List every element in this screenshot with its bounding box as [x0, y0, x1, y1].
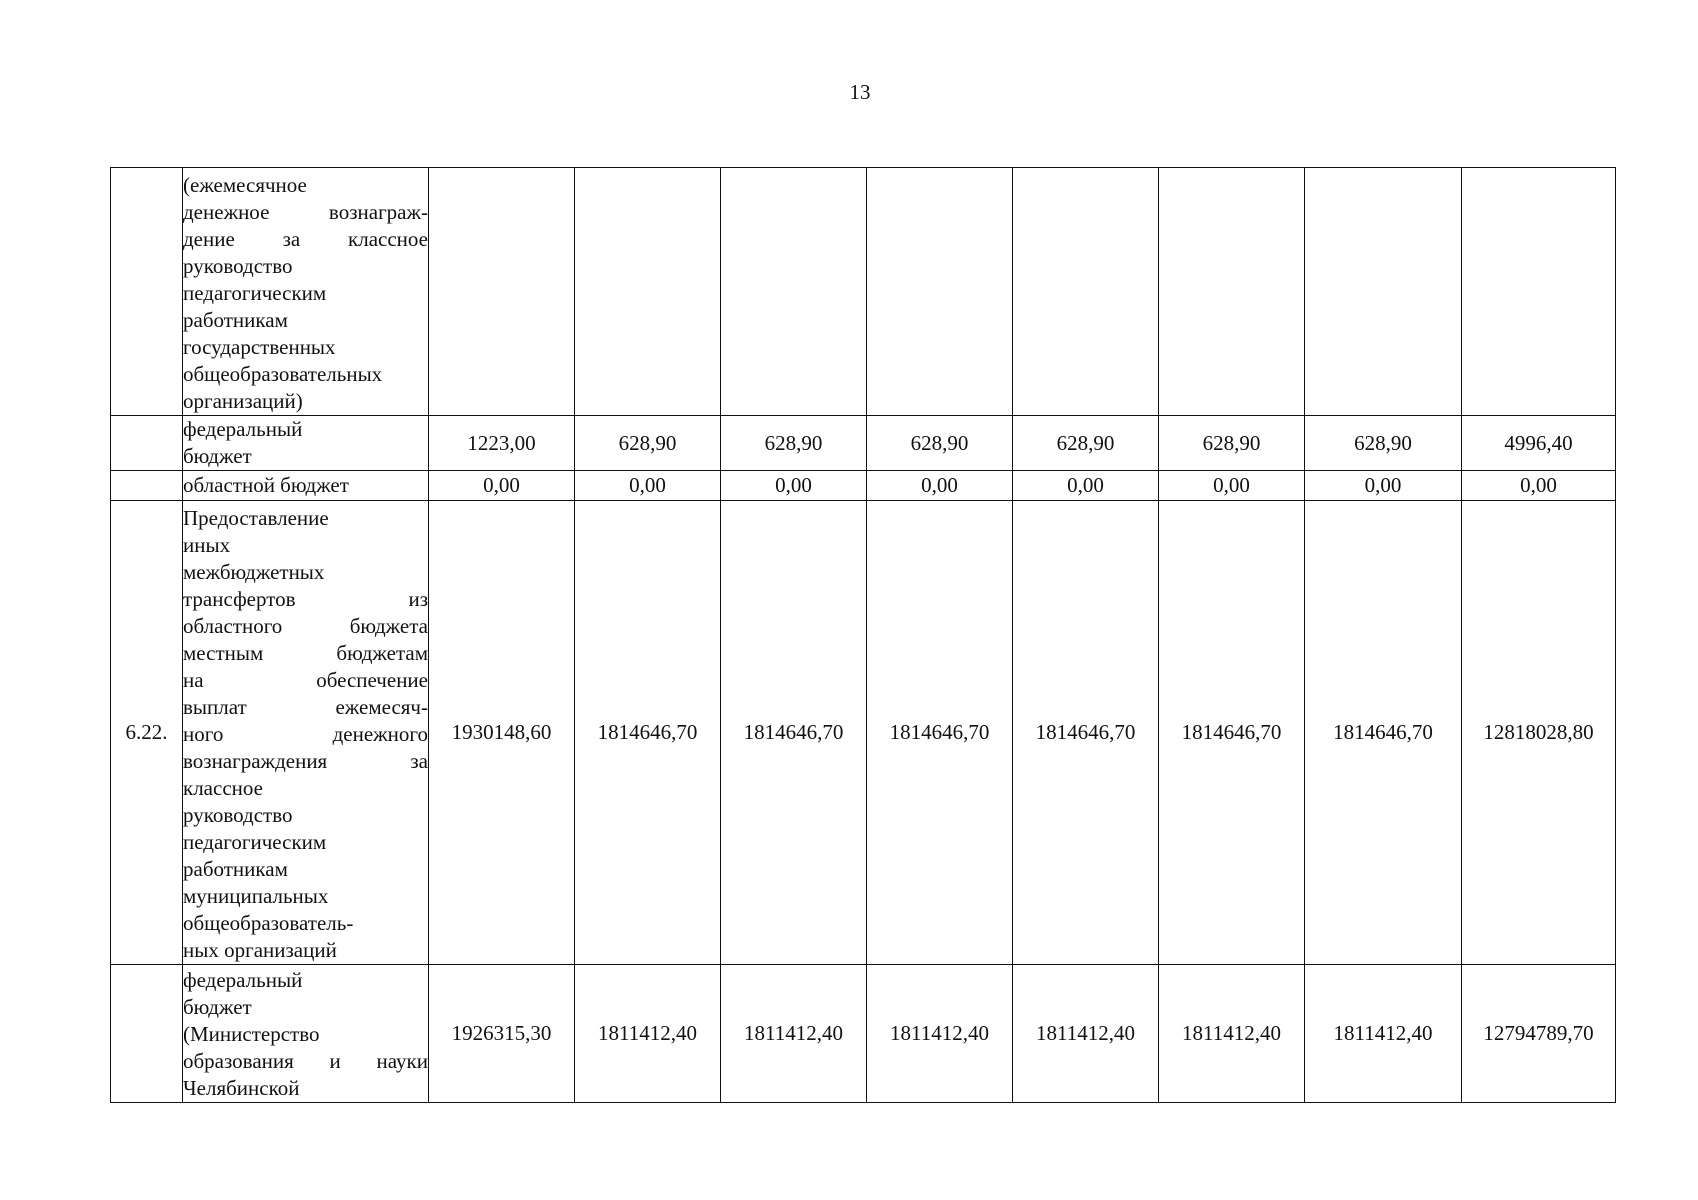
- value-cell: 1223,00: [429, 416, 575, 471]
- description-line: федеральный: [183, 417, 303, 441]
- total-cell: 4996,40: [1462, 416, 1616, 471]
- description-line: педагогическим: [183, 830, 327, 854]
- value-cell: [429, 168, 575, 416]
- row-index: [111, 416, 183, 471]
- value-cell: [575, 168, 721, 416]
- value-cell: 1811412,40: [1305, 965, 1462, 1103]
- value-cell: [721, 168, 867, 416]
- table-row: [111, 471, 1616, 501]
- description-line: ных организаций: [183, 938, 337, 962]
- value-cell: 1814646,70: [721, 501, 867, 965]
- row-index: 6.22.: [111, 501, 183, 965]
- value-cell: 0,00: [721, 471, 867, 501]
- row-index: [111, 965, 183, 1103]
- value-cell: 628,90: [721, 416, 867, 471]
- value-cell: 0,00: [867, 471, 1013, 501]
- table-row: [111, 416, 1616, 471]
- row-index: [111, 471, 183, 501]
- value-cell: [867, 168, 1013, 416]
- value-cell: 1814646,70: [575, 501, 721, 965]
- description-line: федеральный: [183, 968, 303, 992]
- value-cell: 1814646,70: [1159, 501, 1305, 965]
- value-cell: 1926315,30: [429, 965, 575, 1103]
- value-cell: 628,90: [575, 416, 721, 471]
- description-line: Челябинской: [183, 1076, 300, 1100]
- description-line: дение за классное: [183, 227, 428, 251]
- value-cell: 1814646,70: [1305, 501, 1462, 965]
- table-row: [111, 965, 1616, 1103]
- description-line: организаций): [183, 389, 303, 413]
- value-cell: 0,00: [429, 471, 575, 501]
- total-cell: [1462, 168, 1616, 416]
- row-description: [183, 965, 429, 1103]
- description-line: общеобразовательных: [183, 362, 383, 386]
- description-line: областной бюджет: [183, 473, 349, 497]
- description-line: бюджет: [183, 444, 252, 468]
- row-index: [111, 168, 183, 416]
- description-line: на обеспечение: [183, 668, 428, 692]
- row-description: [183, 471, 429, 501]
- description-line: руководство: [183, 803, 293, 827]
- value-cell: 628,90: [867, 416, 1013, 471]
- value-cell: 628,90: [1013, 416, 1159, 471]
- value-cell: 0,00: [575, 471, 721, 501]
- total-cell: 12818028,80: [1462, 501, 1616, 965]
- value-cell: [1013, 168, 1159, 416]
- value-cell: 1811412,40: [721, 965, 867, 1103]
- row-description: [183, 168, 429, 416]
- description-line: межбюджетных: [183, 560, 325, 584]
- description-line: работникам: [183, 308, 288, 332]
- value-cell: 628,90: [1305, 416, 1462, 471]
- description-line: ного денежного: [183, 722, 428, 746]
- description-line: вознаграждения за: [183, 749, 428, 773]
- description-line: образования и науки: [183, 1049, 428, 1073]
- description-line: работникам: [183, 857, 288, 881]
- description-line: выплат ежемесяч-: [183, 695, 428, 719]
- value-cell: [1159, 168, 1305, 416]
- value-cell: 1814646,70: [1013, 501, 1159, 965]
- value-cell: 1811412,40: [1013, 965, 1159, 1103]
- value-cell: 0,00: [1013, 471, 1159, 501]
- description-line: трансфертов из: [183, 587, 428, 611]
- description-line: муниципальных: [183, 884, 329, 908]
- value-cell: 0,00: [1159, 471, 1305, 501]
- description-line: иных: [183, 533, 231, 557]
- value-cell: 628,90: [1159, 416, 1305, 471]
- description-line: педагогическим: [183, 281, 327, 305]
- description-line: (ежемесячное: [183, 173, 307, 197]
- total-cell: 12794789,70: [1462, 965, 1616, 1103]
- description-line: местным бюджетам: [183, 641, 428, 665]
- description-line: (Министерство: [183, 1022, 320, 1046]
- budget-table: [110, 167, 1616, 1103]
- total-cell: 0,00: [1462, 471, 1616, 501]
- description-line: государственных: [183, 335, 336, 359]
- value-cell: 1814646,70: [867, 501, 1013, 965]
- row-description: [183, 501, 429, 965]
- description-line: руководство: [183, 254, 293, 278]
- table-row: [111, 501, 1616, 965]
- page-number: 13: [849, 80, 871, 104]
- value-cell: 1811412,40: [1159, 965, 1305, 1103]
- description-line: классное: [183, 776, 263, 800]
- value-cell: 1811412,40: [867, 965, 1013, 1103]
- description-line: денежное вознаграж-: [183, 200, 428, 224]
- description-line: областного бюджета: [183, 614, 428, 638]
- value-cell: 1930148,60: [429, 501, 575, 965]
- value-cell: 1811412,40: [575, 965, 721, 1103]
- value-cell: [1305, 168, 1462, 416]
- description-line: Предоставление: [183, 506, 329, 530]
- description-line: общеобразователь-: [183, 911, 354, 935]
- row-description: [183, 416, 429, 471]
- description-line: бюджет: [183, 995, 252, 1019]
- table-row: [111, 168, 1616, 416]
- value-cell: 0,00: [1305, 471, 1462, 501]
